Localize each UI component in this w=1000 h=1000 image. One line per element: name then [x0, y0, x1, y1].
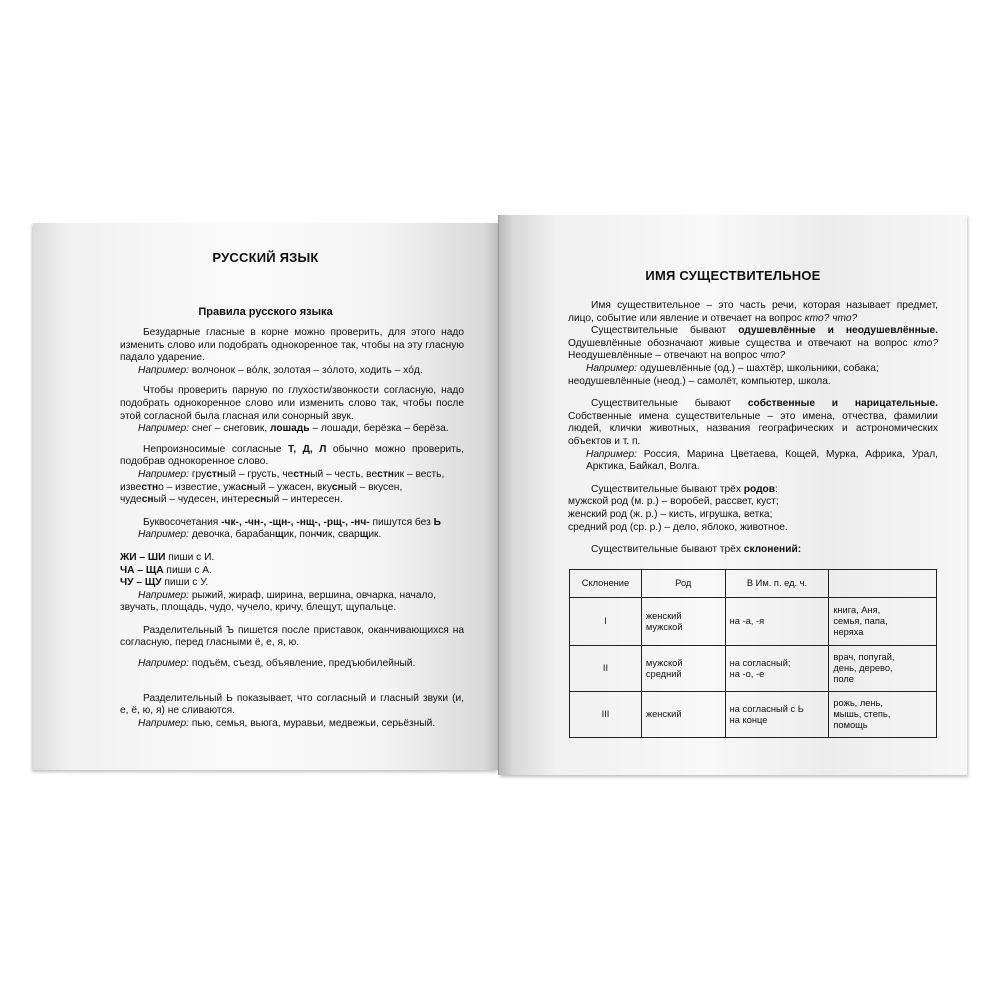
example-label: Например:: [138, 589, 189, 601]
example-bold: щ: [275, 529, 284, 541]
example-animacy-1: [568, 363, 938, 376]
example-silent-2: [120, 482, 464, 495]
animacy-question: что?: [760, 350, 786, 362]
rule-text: пиши с А.: [163, 564, 212, 576]
rule-paired-consonants: Чтобы проверить парную по глухости/звонкости согласную, надо подобрать однокоренное слово или изменить слово так, чтобы после этой согласной была гласная или сонорный звук.: [120, 385, 464, 422]
example-text: ый – честь, ве: [310, 468, 378, 480]
example-text: волчонок – вóлк, золотая – зóлото, ходить – хóд.: [191, 364, 423, 376]
left-page: [33, 223, 498, 770]
example-text: ик, свар: [322, 529, 360, 541]
example-text: рыжий, жираф, ширина, вершина, овчарка, начало,: [191, 589, 437, 601]
proper-text: Существительные бывают: [591, 398, 748, 410]
example-paired-consonants: [120, 423, 464, 436]
example-hard-sign: [120, 658, 464, 671]
example-text: ый – ужасен, вку: [252, 481, 332, 493]
definition-question: кто? что?: [804, 312, 858, 324]
noun-proper-common: [568, 398, 938, 448]
proper-text: Собственные имена существительные – это имена, отчества, фамилии людей, клички животных, названия географических и астрономических объектов и т. п.: [568, 410, 938, 447]
example-label: Например:: [138, 423, 189, 435]
rule-letter: Ь: [433, 516, 441, 528]
header-gender: Род: [641, 570, 725, 598]
example-bold: стн: [293, 468, 311, 480]
rule-text: Буквосочетания: [143, 516, 222, 528]
rule-chu-shchu: [120, 577, 464, 590]
right-page: [499, 215, 967, 775]
example-unstressed-vowels: [120, 365, 464, 378]
examples-line: рожь, лень,: [833, 698, 883, 708]
ending-line: на -а, -я: [729, 616, 765, 626]
example-text: – лошади, берёзка – берёза.: [309, 423, 449, 435]
gender-text: :: [775, 483, 778, 495]
example-text: изве: [120, 481, 142, 493]
animacy-text: Одушевлённые обозначают живые существа и отвечают на вопрос: [568, 337, 914, 349]
example-text: подъём, съезд, объявление, предъюбилейный.: [191, 658, 416, 670]
rule-letters: Т, Д, Л: [288, 443, 327, 455]
rule-text: Непроизносимые согласные: [143, 443, 289, 455]
ending-line: на согласный с Ь: [729, 703, 804, 714]
rule-text: пиши с У.: [161, 577, 209, 589]
example-label: Например:: [138, 529, 189, 541]
rule-soft-sign: Разделительный Ь показывает, что согласный и гласный звуки (и, е, ё, ю, я) не сливаются.: [120, 692, 464, 717]
animacy-question: кто?: [913, 337, 938, 349]
definition-text: Имя существительное – это часть речи, которая называет предмет, лицо, событие или явление и отвечает на вопрос: [568, 300, 938, 324]
examples-line: мышь, степь,: [833, 709, 891, 719]
gender-line: мужской: [645, 621, 683, 632]
gender-cell: [641, 646, 725, 692]
gender-neuter: средний род (ср. р.) – дело, яблоко, животное.: [568, 521, 788, 533]
gender-line: женский: [645, 610, 682, 621]
declension-number: I: [570, 598, 642, 646]
rule-text: обычно можно проверить, подобрав однокоренное слово.: [120, 443, 464, 468]
noun-definition: [568, 300, 938, 325]
example-animacy-2: неодушевлённые (неод.) – самолёт, компьютер, школа.: [568, 375, 831, 387]
example-bold: лошадь: [270, 423, 310, 435]
rule-letter-combos: [120, 517, 464, 530]
examples-line: врач, попугай,: [833, 652, 895, 662]
example-text: ик.: [368, 529, 382, 541]
header-examples: [829, 570, 937, 598]
rule-syllables: ЧА – ЩА: [120, 564, 164, 576]
animacy-bold: одушевлённые и неодушевлённые.: [738, 325, 938, 337]
declension-text: Существительные бывают трёх: [591, 544, 744, 556]
declension-table: [569, 569, 937, 738]
examples-line: поле: [833, 674, 854, 684]
ending-line: на -о, -е: [729, 668, 765, 679]
header-ending: В Им. п. ед. ч.: [725, 570, 829, 598]
gender-line: средний: [645, 668, 682, 679]
example-text: чуде: [120, 494, 142, 506]
gender-masculine: мужской род (м. р.) – воробей, рассвет, куст;: [568, 496, 779, 508]
example-text: пью, семья, вьюга, муравьи, медвежьи, серьёзный.: [191, 717, 436, 729]
example-silent-3: [120, 494, 464, 507]
examples-cell: [829, 692, 937, 738]
noun-declensions: [568, 544, 938, 557]
gender-bold: родов: [743, 483, 776, 495]
examples-line: книга, Аня,: [833, 605, 881, 615]
example-text: ый – интересен.: [266, 494, 343, 506]
gender-cell: [641, 598, 725, 646]
example-text: ый – грусть, че: [223, 468, 294, 480]
header-declension: Склонение: [570, 570, 642, 598]
example-bold: сн: [141, 494, 154, 506]
ending-cell: [725, 692, 829, 738]
noun-genders: [568, 484, 938, 497]
example-text: Россия, Марина Цветаева, Кощей, Мурка, Африка, Урал, Арктика, Байкал, Волга.: [586, 448, 938, 473]
animacy-text: Неодушевлённые – отвечают на вопрос: [568, 350, 761, 362]
example-text: ик, пон: [283, 529, 317, 541]
example-text: гру: [191, 468, 207, 480]
example-bold: сн: [331, 481, 344, 493]
example-bold: стн: [377, 468, 394, 480]
example-text: ый – вкусен,: [343, 481, 403, 493]
table-row: [570, 598, 937, 646]
examples-line: семья, папа,: [833, 616, 888, 626]
example-proper: [568, 449, 938, 474]
example-syllables-2: звучать, площадь, чудо, чучело, кричу, блещут, щупальце.: [120, 602, 397, 614]
example-bold: стн: [141, 481, 159, 493]
example-soft-sign: [120, 718, 464, 731]
rule-syllables: ЧУ – ЩУ: [120, 577, 162, 589]
example-label: Например:: [138, 468, 189, 480]
example-text: девочка, барабан: [191, 529, 275, 541]
example-label: Например:: [138, 658, 189, 670]
page-title: ИМЯ СУЩЕСТВИТЕЛЬНОЕ: [645, 268, 821, 283]
example-letter-combos: [120, 529, 464, 542]
examples-line: неряха: [833, 627, 864, 637]
example-bold: щ: [359, 529, 369, 541]
example-label: Например:: [138, 364, 189, 376]
noun-text: [568, 300, 938, 557]
examples-line: помощь: [833, 720, 868, 730]
example-text: о – известие, ужа: [158, 481, 241, 493]
gender-feminine: женский род (ж. р.) – кисть, игрушка, ветка;: [568, 508, 773, 520]
rule-hard-sign: Разделительный Ъ пишется после приставок, оканчивающихся на согласную, перед гласными ё, е, я, ю.: [120, 624, 464, 649]
rules-text: [120, 327, 464, 730]
rule-combos: -чк-, -чн-, -щн-, -нщ-, -рщ-, -нч-: [221, 516, 370, 528]
gender-cell: [641, 692, 725, 738]
example-text: снег – снеговик,: [191, 423, 271, 435]
example-label: Например:: [138, 717, 189, 729]
example-text: одушевлённые (од.) – шахтёр, школьники, собака;: [639, 362, 879, 374]
book-spread: [33, 215, 967, 775]
declension-number: II: [570, 646, 642, 692]
gender-line: мужской: [645, 657, 683, 668]
proper-bold: собственные и нарицательные.: [747, 398, 938, 410]
example-bold: стн: [206, 468, 224, 480]
example-silent-1: [120, 469, 464, 482]
rule-silent-consonants: [120, 444, 464, 469]
ending-cell: [725, 598, 829, 646]
examples-line: день, дерево,: [833, 663, 893, 673]
table-row: [570, 692, 937, 738]
animacy-text: Существительные бывают: [591, 325, 739, 337]
example-bold: сн: [254, 494, 267, 506]
example-bold: сн: [240, 481, 253, 493]
examples-cell: [829, 646, 937, 692]
ending-cell: [725, 646, 829, 692]
example-bold: ч: [316, 529, 323, 541]
table-header-row: [570, 570, 937, 598]
section-subtitle: Правила русского языка: [198, 306, 333, 318]
rule-syllables: ЖИ – ШИ: [120, 551, 166, 563]
ending-line: на конце: [729, 714, 768, 725]
noun-animacy: [568, 325, 938, 363]
declension-number: III: [570, 692, 642, 738]
example-text: ик – весть,: [393, 468, 445, 480]
example-syllables-1: [120, 590, 464, 603]
ending-line: на согласный;: [729, 657, 791, 668]
gender-text: Существительные бывают трёх: [591, 483, 744, 495]
gender-line: женский: [645, 709, 682, 719]
table-row: [570, 646, 937, 692]
example-label: Например:: [586, 448, 637, 460]
rule-cha-shcha: [120, 565, 464, 578]
rule-unstressed-vowels: Безударные гласные в корне можно проверить, для этого надо изменить слово или подобрать однокоренное так, чтобы на эту гласную падало ударение.: [120, 327, 464, 364]
rule-zhi-shi: [120, 552, 464, 565]
example-label: Например:: [586, 362, 637, 374]
page-title: РУССКИЙ ЯЗЫК: [212, 250, 319, 265]
rule-text: пиши с И.: [165, 551, 215, 563]
example-text: ый – чудесен, интере: [153, 494, 255, 506]
examples-cell: [829, 598, 937, 646]
declension-bold: склонений:: [743, 544, 802, 556]
rule-text: пишутся без: [369, 516, 434, 528]
